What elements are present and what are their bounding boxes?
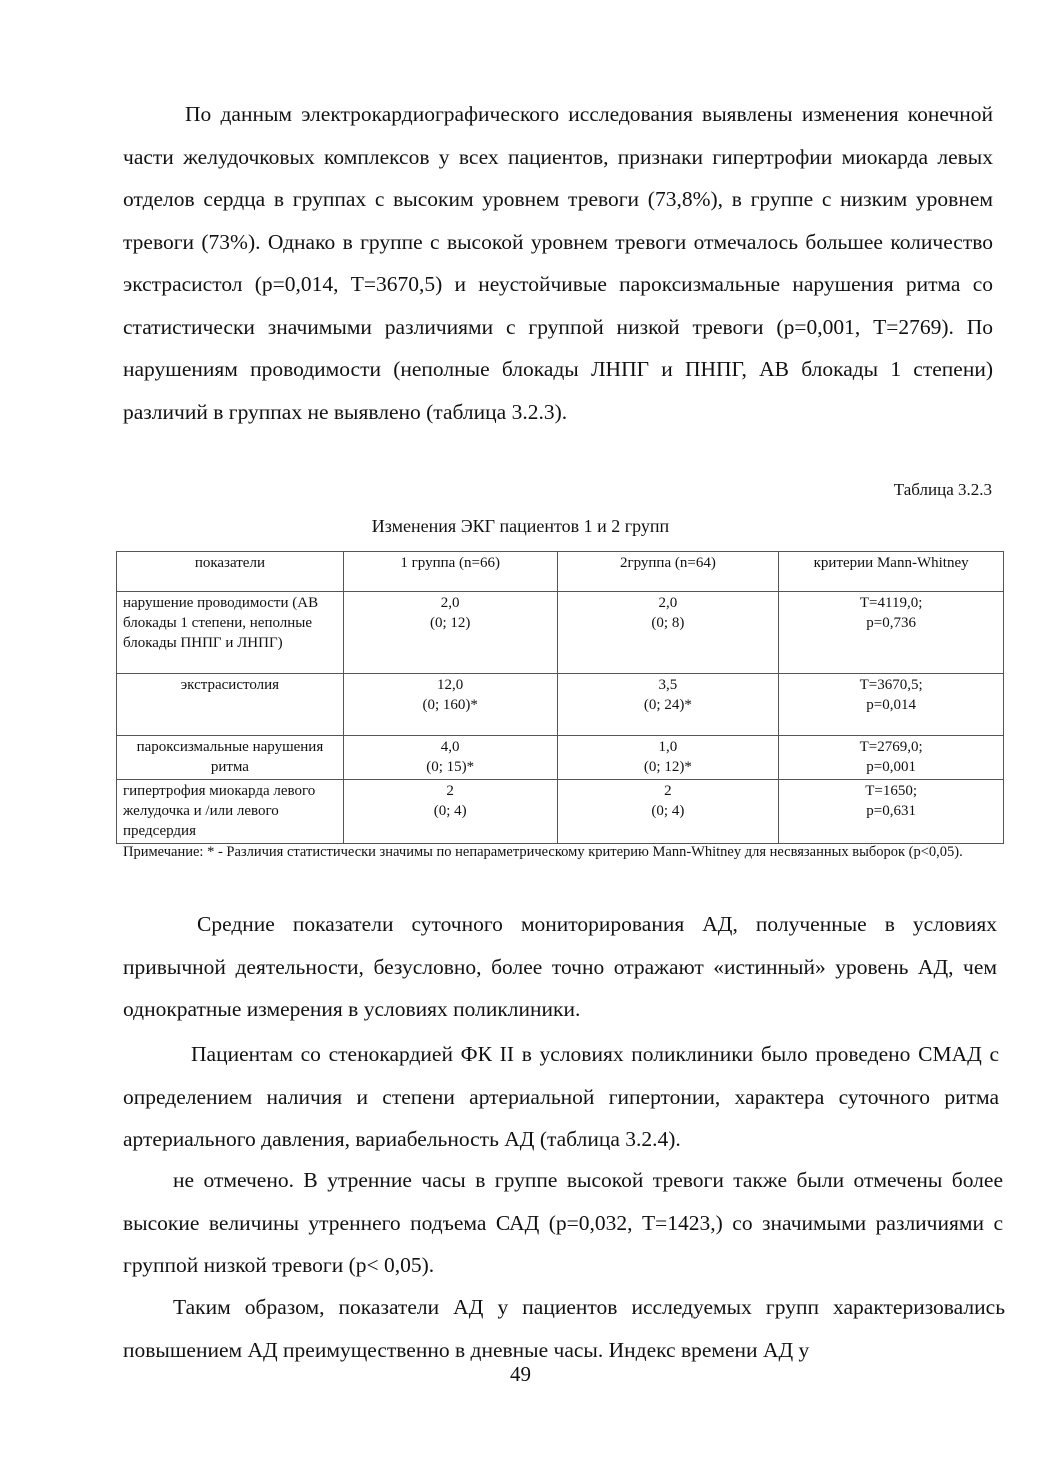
paragraph-morning-hours: не отмечено. В утренние часы в группе высокой тревоги также были отмечены более высокие величины утреннего подъема САД (р=0,032, Т=1423,) со значимыми различиями с группой низкой тревоги (р< 0,05).	[123, 1168, 1003, 1277]
group-2-cell	[557, 674, 779, 736]
header-mann-whitney: критерии Mann-Whitney	[779, 552, 1004, 592]
table-number: Таблица 3.2.3	[893, 480, 992, 499]
group-1-cell	[343, 736, 557, 780]
paragraph-abpm-patients: Пациентам со стенокардией ФК II в условиях поликлиники было проведено СМАД с определением наличия и степени артериальной гипертонии, характера суточного ритма артериального давления, вариабельность АД (таблица 3.2.4).	[123, 1042, 999, 1151]
group-1-median: 4,0	[440, 739, 460, 755]
group-2-cell	[557, 780, 779, 844]
table-title: Изменения ЭКГ пациентов 1 и 2 групп	[371, 516, 670, 536]
group-2-median: 3,5	[658, 677, 678, 693]
group-2-range: (0; 8)	[651, 615, 685, 631]
group-1-median: 2	[446, 783, 454, 799]
table-row	[117, 736, 1004, 780]
group-2-range: (0; 24)*	[643, 697, 692, 713]
group-1-range: (0; 160)*	[422, 697, 478, 713]
criteria-cell	[779, 780, 1004, 844]
group-2-cell	[557, 736, 779, 780]
group-1-median: 12,0	[437, 677, 464, 693]
row-label: пароксизмальные нарушения ритма	[117, 736, 344, 780]
group-1-cell	[343, 592, 557, 674]
t-value: Т=4119,0;	[859, 595, 923, 611]
criteria-cell	[779, 592, 1004, 674]
row-label: экстрасистолия	[117, 674, 344, 736]
group-1-range: (0; 15)*	[426, 759, 475, 775]
table-row	[117, 592, 1004, 674]
header-group-2: 2группа (n=64)	[557, 552, 779, 592]
criteria-cell	[779, 674, 1004, 736]
t-value: Т=2769,0;	[859, 739, 923, 755]
group-2-cell	[557, 592, 779, 674]
group-1-cell	[343, 674, 557, 736]
group-2-range: (0; 12)*	[643, 759, 692, 775]
group-1-range: (0; 12)	[429, 615, 471, 631]
paragraph-conclusion: Таким образом, показатели АД у пациентов исследуемых групп характеризовались повышением АД преимущественно в дневные часы. Индекс времени АД у	[123, 1295, 1005, 1362]
table-header-row	[117, 552, 1004, 592]
row-label: гипертрофия миокарда левого желудочка и /или левого предсердия	[117, 780, 344, 844]
header-indicators: показатели	[117, 552, 344, 592]
table-row	[117, 780, 1004, 844]
group-1-range: (0; 4)	[433, 803, 467, 819]
row-label: нарушение проводимости (АВ блокады 1 степени, неполные блокады ПНПГ и ЛНПГ)	[117, 592, 344, 674]
group-2-median: 1,0	[658, 739, 678, 755]
criteria-cell	[779, 736, 1004, 780]
paragraph-ekg-findings: По данным электрокардиографического исследования выявлены изменения конечной части желудочковых комплексов у всех пациентов, признаки гипертрофии миокарда левых отделов сердца в группах с высоким уровнем тревоги (73,8%), в группе с низким уровнем тревоги (73%). Однако в группе с высокой уровнем тревоги отмечалось большее количество экстрасистол (р=0,014, Т=3670,5) и неустойчивые пароксизмальные нарушения ритма со статистически значимыми различиями с группой низкой тревоги (р=0,001, Т=2769). По нарушениям проводимости (неполные блокады ЛНПГ и ПНПГ, АВ блокады 1 степени) различий в группах не выявлено (таблица 3.2.3).	[123, 102, 993, 424]
group-1-median: 2,0	[440, 595, 460, 611]
paragraph-abpm-averages: Средние показатели суточного мониторирования АД, полученные в условиях привычной деятельности, безусловно, более точно отражают «истинный» уровень АД, чем однократные измерения в условиях поликлиники.	[123, 912, 997, 1021]
group-1-cell	[343, 780, 557, 844]
p-value: р=0,631	[866, 803, 916, 819]
p-value: р=0,014	[866, 697, 916, 713]
group-2-median: 2	[664, 783, 672, 799]
page-number: 49	[510, 1362, 531, 1386]
table-row	[117, 674, 1004, 736]
header-group-1: 1 группа (n=66)	[343, 552, 557, 592]
p-value: р=0,736	[866, 615, 916, 631]
group-2-median: 2,0	[658, 595, 678, 611]
table-note: Примечание: * - Различия статистически значимы по непараметрическому критерию Mann-Whitney для несвязанных выборок (р<0,05).	[123, 844, 963, 860]
ekg-table	[116, 551, 1004, 844]
t-value: Т=3670,5;	[859, 677, 923, 693]
t-value: Т=1650;	[865, 783, 918, 799]
p-value: р=0,001	[866, 759, 916, 775]
group-2-range: (0; 4)	[651, 803, 685, 819]
